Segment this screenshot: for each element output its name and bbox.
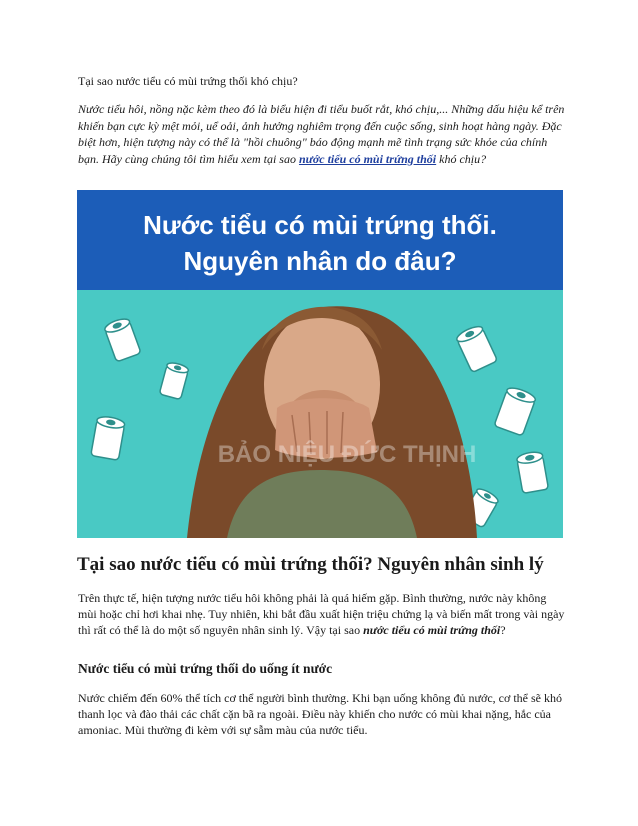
document-title: Tại sao nước tiểu có mùi trứng thối khó chịu? (78, 74, 298, 88)
section-1-heading: Tại sao nước tiểu có mùi trứng thối? Nguyên nhân sinh lý (77, 554, 544, 575)
section-1-bold-text: nước tiểu có mùi trứng thối (363, 623, 501, 637)
hero-illustration (77, 190, 563, 538)
intro-paragraph (78, 101, 570, 167)
hero-watermark: BẢO NIỆU ĐỨC THỊNH (217, 441, 477, 468)
section-1-text-end: ? (500, 623, 506, 637)
section-2-heading: Nước tiểu có mùi trứng thối do uống ít nước (78, 661, 333, 676)
intro-link[interactable]: nước tiểu có mùi trứng thối (298, 151, 437, 166)
hero-image (77, 190, 563, 538)
section-1-text: Trên thực tế, hiện tượng nước tiểu hôi không phải là quá hiếm gặp. Bình thường, nước này không mùi hoặc chỉ hơi khai nhẹ. Tuy nhiên, khi bắt đầu xuất hiện triệu chứng lạ và biến mất trong vài ngày thì rất có thể là do một số nguyên nhân sinh lý. Vậy tại sao (78, 591, 565, 637)
intro-text-end: khó chịu? (436, 151, 487, 166)
intro-text: Nước tiểu hôi, nồng nặc kèm theo đó là biểu hiện đi tiểu buốt rắt, khó chịu,... Những dấu hiệu kể trên khiến bạn cực kỳ mệt mỏi, uể oải, ảnh hưởng nghiêm trọng đến cuộc sống, sinh hoạt hàng ngày. Đặc biệt hơn, hiện tượng này có thể là "hồi chuông" báo động mạnh mẽ tình trạng sức khỏe của chính bạn. Hãy cùng chúng tôi tìm hiểu xem tại sao (78, 102, 565, 166)
section-2-paragraph: Nước chiếm đến 60% thể tích cơ thể người bình thường. Khi bạn uống không đủ nước, cơ thể sẽ khó thanh lọc và đào thải các chất cặn bã ra ngoài. Điều này khiến cho nước có mùi khai nặng, hắc của amoniac. Mùi thường đi kèm với sự sẫm màu của nước tiểu. (78, 691, 563, 737)
hero-line-1: Nước tiểu có mùi trứng thối. (143, 210, 497, 240)
hero-line-2: Nguyên nhân do đâu? (183, 246, 457, 276)
section-1-paragraph (78, 590, 566, 638)
